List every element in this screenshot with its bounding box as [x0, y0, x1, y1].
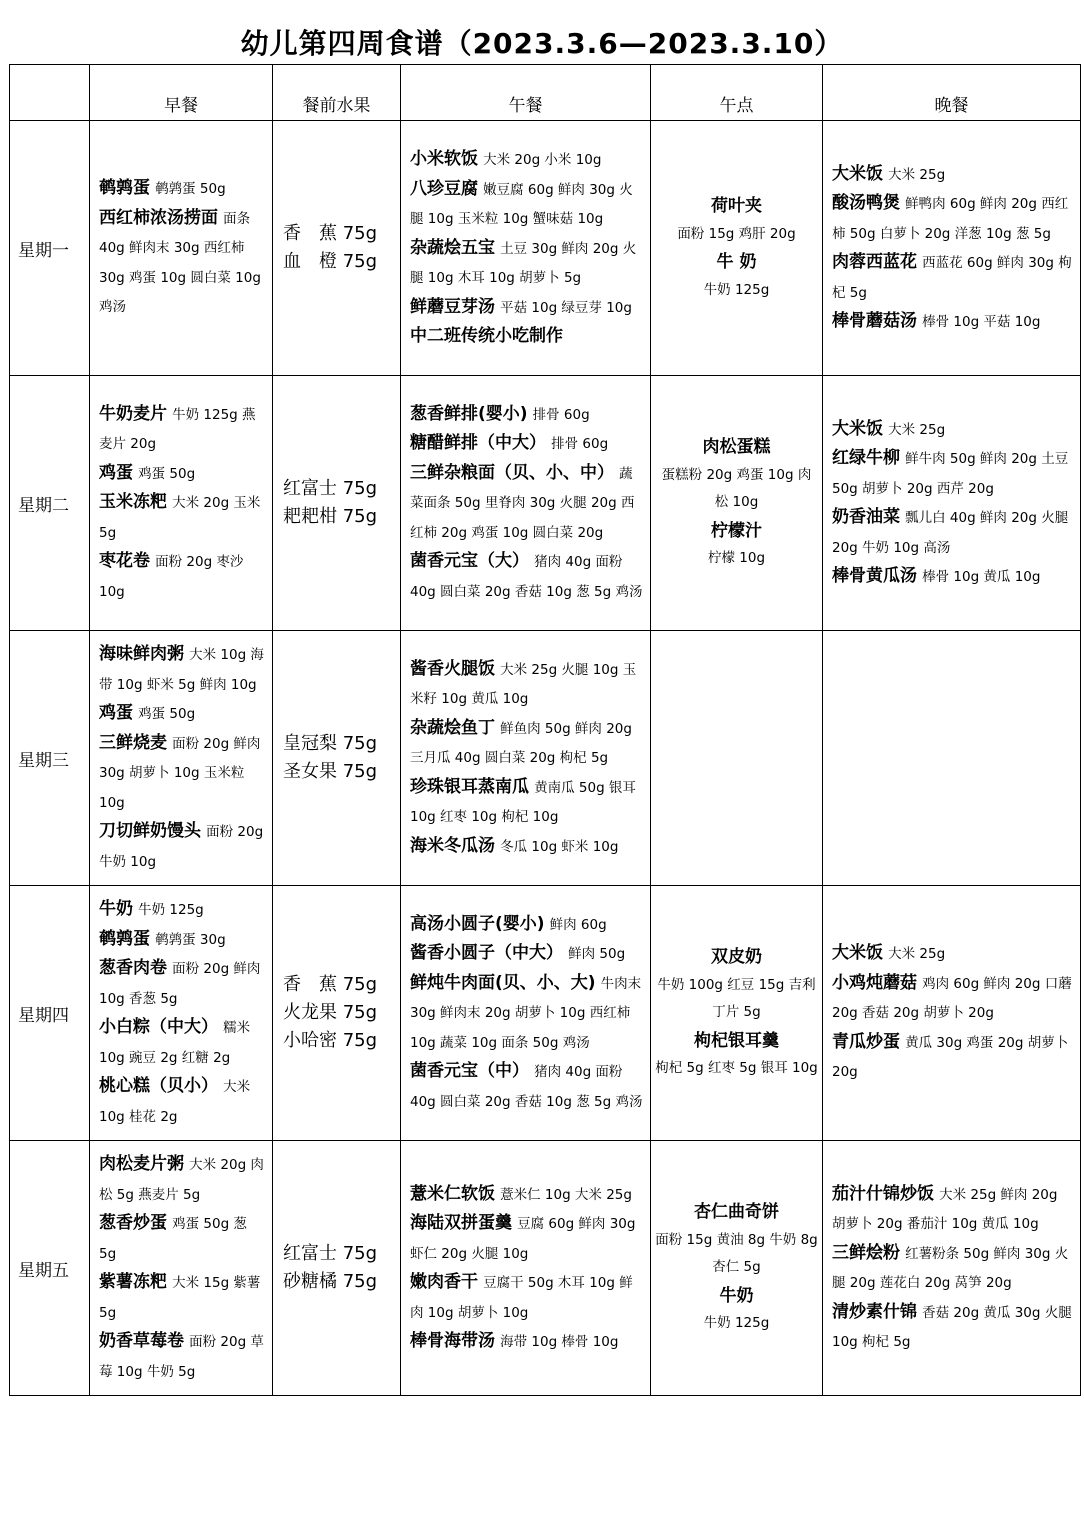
dish-ingredients: 牛奶 125g 燕麦片 20g	[99, 406, 256, 453]
fruit-cell	[273, 886, 401, 1141]
dish-item	[832, 1180, 1074, 1239]
dish-item	[410, 1180, 644, 1210]
breakfast-cell	[90, 121, 273, 376]
snack-cell	[651, 886, 823, 1141]
dish-item	[99, 895, 266, 925]
dish-item	[410, 969, 644, 1058]
dish-name: 牛奶	[719, 1285, 754, 1306]
dish-item	[832, 444, 1074, 503]
dish-item	[410, 832, 644, 862]
dish-ingredients: 鸡蛋 50g	[138, 465, 196, 482]
fruit-item: 砂糖橘 75g	[283, 1271, 378, 1292]
dish-name: 鹌鹑蛋	[99, 928, 150, 949]
dish-name: 西红柿浓汤捞面	[99, 207, 218, 228]
dish-item	[99, 925, 266, 955]
dish-name: 大米饭	[832, 163, 883, 184]
dish-item	[99, 174, 266, 204]
dish-name: 海米冬瓜汤	[410, 835, 495, 856]
dish-item	[99, 1013, 266, 1072]
dish-item	[410, 1327, 644, 1357]
dish-item	[410, 234, 644, 293]
dish-item	[832, 189, 1074, 248]
dish-ingredients: 大米 20g 肉松 5g 燕麦片 5g	[99, 1157, 264, 1203]
dish-ingredients: 大米 25g 火腿 10g 玉米籽 10g 黄瓜 10g	[410, 661, 637, 708]
dish-item	[410, 293, 644, 323]
dish-ingredients: 糯米 10g 豌豆 2g 红糖 2g	[99, 1020, 251, 1066]
dish-item	[832, 248, 1074, 307]
dish-name: 棒骨黄瓜汤	[832, 566, 917, 586]
dish-ingredients: 面条 40g 鲜肉末 30g 西红柿 30g 鸡蛋 10g 圆白菜 10g 鸡汤	[99, 210, 261, 316]
dish-ingredients: 面粉 20g 鲜肉 10g 香葱 5g	[99, 961, 261, 1007]
dish-item	[410, 175, 644, 234]
dish-name: 牛奶	[99, 899, 133, 919]
dish-name: 牛 奶	[716, 252, 757, 272]
fruit-item: 红富士 75g	[283, 1243, 378, 1264]
lunch-cell	[401, 1141, 651, 1396]
dish-item	[410, 655, 644, 714]
dish-name: 葱香炒蛋	[99, 1213, 167, 1233]
dish-name: 刀切鲜奶馒头	[99, 821, 201, 841]
dish-item	[99, 729, 266, 818]
dish-name: 双皮奶	[711, 947, 762, 968]
dish-ingredients: 大米 25g	[888, 946, 946, 963]
day-label: 星期五	[10, 1141, 90, 1396]
dish-item	[832, 415, 1074, 445]
fruit-item: 红富士 75g	[283, 478, 378, 499]
dish-name: 海味鲜肉粥	[99, 644, 184, 664]
dish-name: 高汤小圆子(婴小)	[410, 913, 545, 934]
dish-name: 嫩肉香干	[410, 1272, 478, 1292]
dish-name: 大米饭	[832, 943, 883, 964]
dish-ingredients: 瓢儿白 40g 鲜肉 20g 火腿 20g 牛奶 10g 高汤	[832, 510, 1069, 556]
dish-ingredients: 鲜牛肉 50g 鲜肉 20g 土豆 50g 胡萝卜 20g 西芹 20g	[832, 451, 1069, 497]
dish-ingredients: 面粉 20g 牛奶 10g	[99, 824, 264, 870]
dish-name: 肉松麦片粥	[99, 1154, 184, 1174]
dish-item	[99, 547, 266, 606]
dish-item	[410, 547, 644, 606]
fruit-item: 圣女果 75g	[283, 761, 378, 782]
dish-ingredients: 豆腐 60g 鲜肉 30g 虾仁 20g 火腿 10g	[410, 1216, 636, 1262]
dish-ingredients: 蛋糕粉 20g 鸡蛋 10g 肉松 10g	[661, 466, 812, 511]
dish-item	[99, 400, 266, 459]
lunch-cell	[401, 631, 651, 886]
dish-ingredients: 大米 20g 小米 10g	[483, 152, 602, 169]
page-title: 幼儿第四周食谱（2023.3.6—2023.3.10）	[240, 27, 844, 60]
dish-name: 茄汁什锦炒饭	[832, 1183, 934, 1204]
dish-name: 肉蓉西蓝花	[832, 252, 917, 272]
dish-item	[655, 433, 818, 517]
dish-name: 枣花卷	[99, 551, 150, 572]
fruit-cell	[273, 631, 401, 886]
dish-item	[832, 562, 1074, 592]
dish-item	[99, 488, 266, 547]
day-row	[10, 376, 1081, 631]
dish-name: 荷叶夹	[711, 196, 762, 216]
day-row	[10, 121, 1081, 376]
dish-item	[410, 1209, 644, 1268]
dish-ingredients: 牛肉末 30g 鲜肉末 20g 胡萝卜 10g 西红柿 10g 蔬菜 10g 面条 50g 鸡汤	[410, 975, 642, 1051]
dinner-cell	[823, 121, 1081, 376]
breakfast-cell	[90, 631, 273, 886]
dish-name: 红绿牛柳	[832, 448, 900, 468]
dish-name: 大米饭	[832, 418, 883, 439]
lunch-cell	[401, 886, 651, 1141]
dish-item	[655, 517, 818, 573]
header-snack: 午点	[651, 65, 823, 121]
dish-name: 小米软饭	[410, 149, 478, 170]
dish-name: 糖醋鲜排（中大）	[410, 433, 546, 454]
header-breakfast: 早餐	[90, 65, 273, 121]
dish-item	[410, 429, 644, 459]
dish-ingredients: 牛奶 125g	[138, 902, 204, 918]
dish-ingredients: 红薯粉条 50g 鲜肉 30g 火腿 20g 莲花白 20g 莴笋 20g	[832, 1245, 1069, 1291]
snack-cell	[651, 1141, 823, 1396]
dinner-cell	[823, 886, 1081, 1141]
header-dinner: 晚餐	[823, 65, 1081, 121]
dish-ingredients: 猪肉 40g 面粉 40g 圆白菜 20g 香菇 10g 葱 5g 鸡汤	[410, 554, 643, 600]
fruit-item: 耙耙柑 75g	[283, 506, 378, 527]
fruit-cell	[273, 1141, 401, 1396]
dish-ingredients: 薏米仁 10g 大米 25g	[500, 1186, 632, 1203]
dish-ingredients: 鸡肉 60g 鲜肉 20g 口蘑 20g 香菇 20g 胡萝卜 20g	[832, 975, 1072, 1022]
dish-item	[99, 640, 266, 699]
dish-name: 紫薯冻粑	[99, 1272, 167, 1292]
dish-ingredients: 牛奶 125g	[703, 1315, 770, 1332]
dish-ingredients: 黄瓜 30g 鸡蛋 20g 胡萝卜 20g	[832, 1034, 1069, 1081]
dish-name: 鲜蘑豆芽汤	[410, 296, 495, 317]
dish-ingredients: 猪肉 40g 面粉 40g 圆白菜 20g 香菇 10g 葱 5g 鸡汤	[410, 1064, 643, 1110]
dish-ingredients: 枸杞 5g 红枣 5g 银耳 10g	[655, 1060, 818, 1077]
dish-item	[410, 145, 644, 175]
dish-item	[99, 817, 266, 876]
breakfast-cell	[90, 886, 273, 1141]
dish-item	[410, 322, 644, 351]
dish-ingredients: 大米 10g 海带 10g 虾米 5g 鲜肉 10g	[99, 647, 264, 693]
dish-ingredients: 大米 25g	[888, 421, 946, 438]
dish-ingredients: 冬瓜 10g 虾米 10g	[500, 838, 619, 855]
dish-name: 牛奶麦片	[99, 403, 167, 424]
dish-ingredients: 排骨 60g	[532, 406, 590, 423]
dish-name: 小白粽（中大）	[99, 1017, 218, 1037]
dish-ingredients: 鸡蛋 50g 葱 5g	[99, 1216, 247, 1262]
dinner-cell	[823, 1141, 1081, 1396]
dish-item	[410, 910, 644, 940]
dish-name: 棒骨海带汤	[410, 1331, 495, 1351]
dish-item	[832, 1298, 1074, 1357]
fruit-item: 火龙果 75g	[283, 1002, 378, 1023]
dish-item	[655, 1282, 818, 1338]
dish-ingredients: 鲜鱼肉 50g 鲜肉 20g 三月瓜 40g 圆白菜 20g 枸杞 5g	[410, 720, 632, 767]
dish-item	[410, 939, 644, 969]
header-lunch: 午餐	[401, 65, 651, 121]
dish-name: 杂蔬烩鱼丁	[410, 717, 495, 738]
dish-item	[832, 307, 1074, 337]
dish-name: 三鲜烧麦	[99, 732, 167, 753]
dish-ingredients: 牛奶 100g 红豆 15g 吉利丁片 5g	[657, 976, 816, 1021]
dish-item	[655, 1198, 818, 1282]
dish-ingredients: 蔬菜面条 50g 里脊肉 30g 火腿 20g 西红柿 20g 鸡蛋 10g 圆白菜 20g	[410, 465, 635, 541]
dish-item	[832, 1239, 1074, 1298]
dish-item	[832, 503, 1074, 562]
dish-ingredients: 面粉 20g 草莓 10g 牛奶 5g	[99, 1334, 264, 1380]
dish-name: 菌香元宝（中）	[410, 1061, 529, 1082]
dish-name: 酱香火腿饭	[410, 658, 495, 679]
dish-name: 奶香草莓卷	[99, 1331, 184, 1351]
dish-ingredients: 海带 10g 棒骨 10g	[500, 1334, 619, 1350]
dish-name: 葱香鲜排(婴小)	[410, 403, 528, 424]
dish-name: 酱香小圆子（中大）	[410, 943, 563, 964]
dish-name: 肉松蛋糕	[702, 437, 771, 458]
snack-cell	[651, 631, 823, 886]
dish-name: 杂蔬烩五宝	[410, 237, 495, 258]
header-fruit: 餐前水果	[273, 65, 401, 121]
fruit-item: 皇冠梨 75g	[283, 733, 378, 754]
fruit-item: 香 蕉 75g	[283, 974, 378, 995]
day-row	[10, 631, 1081, 886]
dish-ingredients: 西蓝花 60g 鲜肉 30g 枸杞 5g	[832, 255, 1072, 301]
dish-ingredients: 牛奶 125g	[703, 281, 770, 298]
dish-item	[410, 459, 644, 548]
dish-name: 三鲜烩粉	[832, 1242, 900, 1263]
dish-name: 菌香元宝（大）	[410, 551, 529, 572]
dish-ingredients: 大米 25g	[888, 166, 946, 183]
dish-item	[99, 954, 266, 1013]
dish-ingredients: 棒骨 10g 平菇 10g	[922, 314, 1041, 330]
dish-ingredients: 鹌鹑蛋 30g	[155, 931, 226, 948]
dish-name: 鲜炖牛肉面(贝、小、大)	[410, 972, 596, 993]
dish-ingredients: 大米 25g 鲜肉 20g 胡萝卜 20g 番茄汁 10g 黄瓜 10g	[832, 1186, 1058, 1232]
day-label: 星期二	[10, 376, 90, 631]
dish-name: 杏仁曲奇饼	[694, 1202, 779, 1223]
dish-ingredients: 大米 15g 紫薯 5g	[99, 1275, 261, 1321]
dish-item	[410, 714, 644, 773]
dish-item	[99, 1209, 266, 1268]
snack-cell	[651, 376, 823, 631]
dish-name: 珍珠银耳蒸南瓜	[410, 776, 529, 797]
dish-ingredients: 鲜鸭肉 60g 鲜肉 20g 西红柿 50g 白萝卜 20g 洋葱 10g 葱 5g	[832, 196, 1069, 242]
dish-name: 柠檬汁	[711, 520, 762, 541]
dish-item	[410, 400, 644, 430]
dish-item	[99, 1327, 266, 1386]
dish-item	[410, 773, 644, 832]
dish-ingredients: 鸡蛋 50g	[138, 706, 196, 722]
dish-item	[832, 160, 1074, 190]
dish-name: 三鲜杂粮面（贝、小、中）	[410, 462, 614, 483]
dish-ingredients: 鲜肉 60g	[549, 916, 607, 933]
dish-item	[99, 1072, 266, 1131]
dish-ingredients: 豆腐干 50g 木耳 10g 鲜肉 10g 胡萝卜 10g	[410, 1275, 633, 1321]
dish-ingredients: 面粉 15g 鸡肝 20g	[677, 225, 796, 242]
dish-name: 桃心糕（贝小）	[99, 1076, 218, 1096]
dish-item	[99, 204, 266, 322]
breakfast-cell	[90, 376, 273, 631]
dish-item	[410, 1268, 644, 1327]
dish-name: 清炒素什锦	[832, 1301, 917, 1322]
dish-ingredients: 面粉 20g 鲜肉 30g 胡萝卜 10g 玉米粒 10g	[99, 735, 261, 811]
dish-item	[832, 939, 1074, 969]
dish-ingredients: 大米 10g 桂花 2g	[99, 1079, 251, 1125]
dish-name: 小鸡炖蘑菇	[832, 972, 917, 993]
dish-ingredients: 鲜肉 50g	[568, 946, 626, 963]
dish-item	[99, 459, 266, 489]
dish-item	[99, 1150, 266, 1209]
fruit-item: 小哈密 75g	[283, 1030, 378, 1051]
dish-name: 鸡蛋	[99, 462, 133, 483]
snack-cell	[651, 121, 823, 376]
dish-name: 中二班传统小吃制作	[410, 326, 563, 347]
dish-ingredients: 平菇 10g 绿豆芽 10g	[500, 299, 632, 316]
dish-name: 八珍豆腐	[410, 178, 478, 199]
dish-name: 枸杞银耳羹	[694, 1030, 779, 1051]
fruit-item: 血 橙 75g	[283, 251, 378, 272]
dish-item	[655, 1027, 818, 1083]
dish-name: 奶香油菜	[832, 507, 900, 527]
dish-ingredients: 柠檬 10g	[707, 550, 766, 567]
dish-ingredients: 大米 20g 玉米 5g	[99, 495, 261, 541]
dish-name: 玉米冻粑	[99, 492, 167, 513]
dish-item	[655, 192, 818, 248]
dish-name: 青瓜炒蛋	[832, 1031, 900, 1052]
dish-ingredients: 鹌鹑蛋 50g	[155, 181, 226, 198]
dish-name: 海陆双拼蛋羹	[410, 1213, 512, 1233]
lunch-cell	[401, 376, 651, 631]
day-label: 星期三	[10, 631, 90, 886]
day-row	[10, 886, 1081, 1141]
dish-item	[99, 699, 266, 729]
header-row	[10, 65, 1081, 121]
day-row	[10, 1141, 1081, 1396]
dish-ingredients: 排骨 60g	[551, 436, 609, 453]
breakfast-cell	[90, 1141, 273, 1396]
fruit-item: 香 蕉 75g	[283, 223, 378, 244]
menu-table	[9, 64, 1081, 1396]
dish-item	[655, 943, 818, 1027]
dish-item	[832, 969, 1074, 1028]
dish-ingredients: 棒骨 10g 黄瓜 10g	[922, 569, 1041, 585]
lunch-cell	[401, 121, 651, 376]
dish-item	[832, 1028, 1074, 1087]
dish-item	[99, 1268, 266, 1327]
fruit-cell	[273, 376, 401, 631]
dish-ingredients: 土豆 30g 鲜肉 20g 火腿 10g 木耳 10g 胡萝卜 5g	[410, 240, 637, 287]
dish-name: 棒骨蘑菇汤	[832, 311, 917, 331]
dish-item	[655, 248, 818, 304]
day-label: 星期一	[10, 121, 90, 376]
dish-ingredients: 嫩豆腐 60g 鲜肉 30g 火腿 10g 玉米粒 10g 蟹味菇 10g	[410, 181, 633, 228]
dish-ingredients: 黄南瓜 50g 银耳 10g 红枣 10g 枸杞 10g	[410, 779, 636, 826]
fruit-cell	[273, 121, 401, 376]
dish-name: 薏米仁软饭	[410, 1183, 495, 1204]
dish-name: 酸汤鸭煲	[832, 193, 900, 213]
header-empty	[10, 65, 90, 121]
dish-name: 鸡蛋	[99, 703, 133, 723]
dish-ingredients: 面粉 15g 黄油 8g 牛奶 8g 杏仁 5g	[655, 1231, 818, 1276]
dish-name: 鹌鹑蛋	[99, 178, 150, 199]
dinner-cell	[823, 631, 1081, 886]
day-label: 星期四	[10, 886, 90, 1141]
dish-ingredients: 面粉 20g 枣沙 10g	[99, 554, 244, 600]
dish-item	[410, 1057, 644, 1116]
dish-ingredients: 香菇 20g 黄瓜 30g 火腿 10g 枸杞 5g	[832, 1304, 1072, 1350]
dish-name: 葱香肉卷	[99, 958, 167, 978]
dinner-cell	[823, 376, 1081, 631]
